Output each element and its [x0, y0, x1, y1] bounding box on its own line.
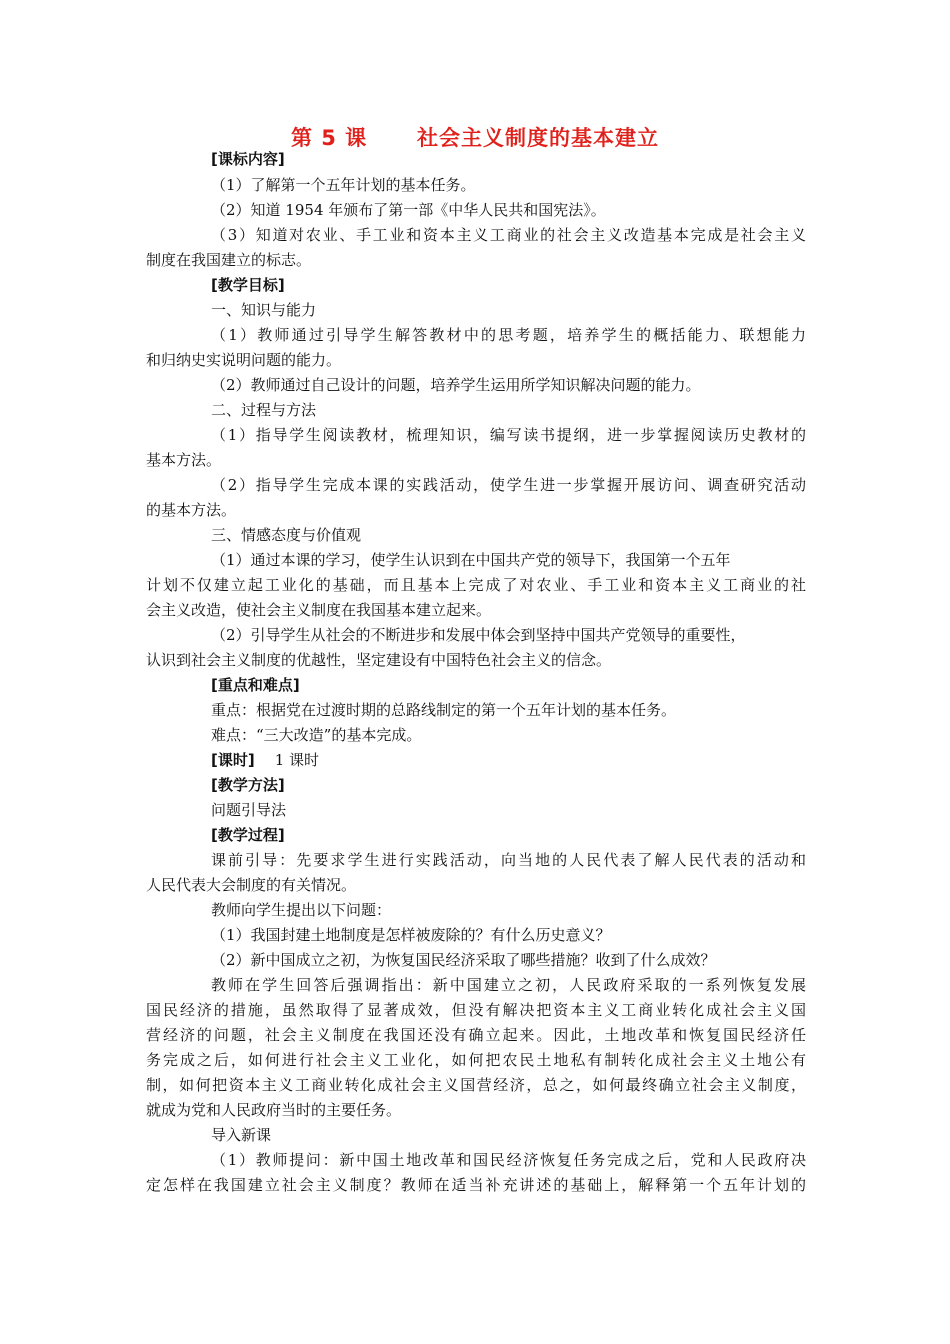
paragraph-line: 认识到社会主义制度的优越性，坚定建设有中国特色社会主义的信念。 [146, 651, 612, 669]
paragraph-line: 基本方法。 [146, 451, 222, 469]
subheading: 二、过程与方法 [211, 401, 317, 419]
paragraph-line: 课前引导：先要求学生进行实践活动，向当地的人民代表了解人民代表的活动和 [211, 851, 806, 869]
paragraph-line: 人民代表大会制度的有关情况。 [146, 876, 357, 894]
section-heading-fangfa: [教学方法] [211, 776, 285, 794]
section-heading-mubiao: [教学目标] [211, 276, 285, 294]
paragraph-line: 和归纳史实说明问题的能力。 [146, 351, 342, 369]
paragraph-line: （1）教师通过引导学生解答教材中的思考题，培养学生的概括能力、联想能力 [211, 326, 806, 344]
paragraph-line: 务完成之后，如何进行社会主义工业化，如何把农民土地私有制转化成社会主义土地公有 [146, 1051, 806, 1069]
paragraph-line: （2）教师通过自己设计的问题，培养学生运用所学知识解决问题的能力。 [211, 376, 701, 394]
keshi-value: 1 课时 [274, 751, 320, 769]
paragraph-line: （1）我国封建土地制度是怎样被废除的？有什么历史意义？ [211, 926, 611, 944]
paragraph-line: 国民经济的措施，虽然取得了显著成效，但没有解决把资本主义工商业转化成社会主义国 [146, 1001, 806, 1019]
paragraph-line: 重点：根据党在过渡时期的总路线制定的第一个五年计划的基本任务。 [211, 701, 677, 719]
paragraph-line: 就成为党和人民政府当时的主要任务。 [146, 1101, 402, 1119]
paragraph-line: （2）指导学生完成本课的实践活动，使学生进一步掌握开展访问、调查研究活动 [211, 476, 806, 494]
subheading: 导入新课 [211, 1126, 272, 1144]
paragraph-line: 会主义改造，使社会主义制度在我国基本建立起来。 [146, 601, 492, 619]
lesson-title: 第 5 课 社会主义制度的基本建立 [290, 126, 660, 150]
paragraph-line: （1）指导学生阅读教材，梳理知识，编写读书提纲，进一步掌握阅读历史教材的 [211, 426, 806, 444]
paragraph-line: 教师向学生提出以下问题： [211, 901, 392, 919]
section-heading-keshi: [课时] [211, 751, 255, 769]
paragraph-line: （1）了解第一个五年计划的基本任务。 [211, 176, 476, 194]
paragraph-line: （1）通过本课的学习，使学生认识到在中国共产党的领导下，我国第一个五年 [211, 551, 731, 569]
paragraph-line: 定怎样在我国建立社会主义制度？教师在适当补充讲述的基础上，解释第一个五年计划的 [146, 1176, 806, 1194]
paragraph-line: 计划不仅建立起工业化的基础，而且基本上完成了对农业、手工业和资本主义工商业的社 [146, 576, 806, 594]
subheading: 一、知识与能力 [211, 301, 317, 319]
keshi-row [211, 748, 319, 772]
paragraph-line: （2）引导学生从社会的不断进步和发展中体会到坚持中国共产党领导的重要性， [211, 626, 746, 644]
paragraph-line: 营经济的问题，社会主义制度在我国还没有确立起来。因此，土地改革和恢复国民经济任 [146, 1026, 806, 1044]
paragraph-line: （2）知道 1954 年颁布了第一部《中华人民共和国宪法》。 [211, 201, 606, 219]
section-heading-guocheng: [教学过程] [211, 826, 285, 844]
paragraph-line: （3）知道对农业、手工业和资本主义工商业的社会主义改造基本完成是社会主义 [211, 226, 806, 244]
paragraph-line: 问题引导法 [211, 801, 287, 819]
paragraph-line: 制度在我国建立的标志。 [146, 251, 312, 269]
paragraph-line: （1）教师提问：新中国土地改革和国民经济恢复任务完成之后，党和人民政府决 [211, 1151, 806, 1169]
paragraph-line: 制，如何把资本主义工商业转化成社会主义国营经济，总之，如何最终确立社会主义制度， [146, 1076, 806, 1094]
paragraph-line: 教师在学生回答后强调指出：新中国建立之初，人民政府采取的一系列恢复发展 [211, 976, 806, 994]
subheading: 三、情感态度与价值观 [211, 526, 362, 544]
paragraph-line: （2）新中国成立之初，为恢复国民经济采取了哪些措施？收到了什么成效？ [211, 951, 716, 969]
paragraph-line: 难点：“三大改造”的基本完成。 [211, 726, 422, 744]
section-heading-zhongdian: [重点和难点] [211, 676, 300, 694]
paragraph-line: 的基本方法。 [146, 501, 237, 519]
section-heading-kebiao: [课标内容] [211, 150, 285, 168]
